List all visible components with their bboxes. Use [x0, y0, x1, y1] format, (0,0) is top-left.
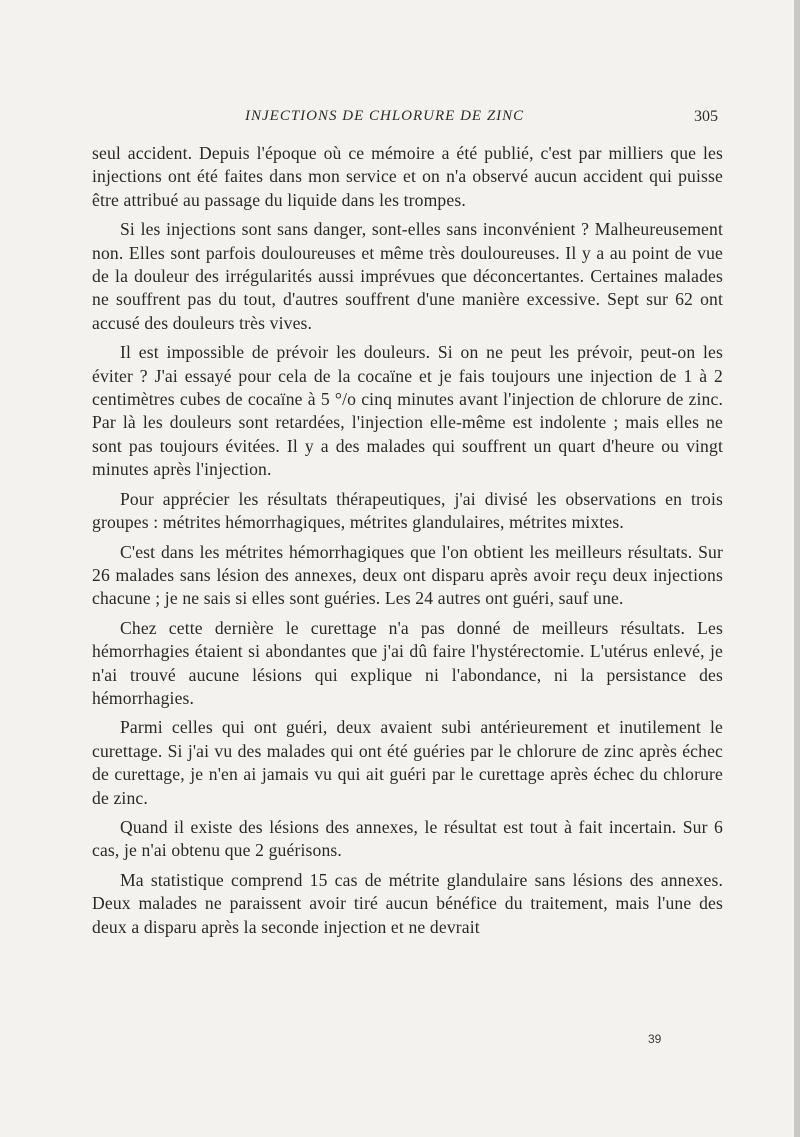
paragraph: C'est dans les métrites hémorrhagiques que l'on obtient les meilleurs résultats. Sur 26 malades sans lésion des annexes, deux ont disparu après avoir reçu deux injections chacune ; je ne sais si elles sont guéries. Les 24 autres ont guéri, sauf une.	[92, 541, 723, 609]
page-number: 305	[694, 108, 718, 125]
paragraph: Quand il existe des lésions des annexes, le résultat est tout à fait incertain. Sur 6 cas, je n'ai obtenu que 2 guérisons.	[92, 816, 723, 861]
body-text	[92, 142, 723, 945]
paragraph: Chez cette dernière le curettage n'a pas donné de meilleurs résultats. Les hémorrhagies étaient si abondantes que j'ai dû faire l'hystérectomie. L'utérus enlevé, je n'ai trouvé aucune lésions qui explique ni l'abondance, ni la persistance des hémorrhagies.	[92, 617, 723, 708]
paragraph: Si les injections sont sans danger, sont-elles sans inconvénient ? Malheureusement non. Elles sont parfois douloureuses et même très douloureuses. Il y a au point de vue de la douleur des irrégularités aussi imprévues que déconcertantes. Certaines malades ne souffrent pas du tout, d'autres souffrent d'une manière excessive. Sept sur 62 ont accusé des douleurs très vives.	[92, 219, 723, 333]
paragraph: Parmi celles qui ont guéri, deux avaient subi antérieurement et inutilement le curettage. Si j'ai vu des malades qui ont été guéries par le chlorure de zinc après échec de curettage, je n'en ai jamais vu qui ait guéri par le curettage après échec du chlorure de zinc.	[92, 717, 723, 808]
running-title: INJECTIONS DE CHLORURE DE ZINC	[245, 108, 525, 124]
paragraph: seul accident. Depuis l'époque où ce mémoire a été publié, c'est par milliers que les injections ont été faites dans mon service et on n'a observé aucun accident qui puisse être attribué au passage du liquide dans les trompes.	[92, 143, 723, 210]
paragraph: Il est impossible de prévoir les douleurs. Si on ne peut les prévoir, peut-on les éviter ? J'ai essayé pour cela de la cocaïne et je fais toujours une injection de 1 à 2 centimètres cubes de cocaïne à 5 °/o cinq minutes avant l'injection de chlorure de zinc. Par là les douleurs sont retardées, l'injection elle-même est indolente ; mais elles ne sont pas toujours évitées. Il y a des malades qui souffrent un quart d'heure ou vingt minutes après l'injection.	[92, 342, 723, 480]
paragraph: Pour apprécier les résultats thérapeutiques, j'ai divisé les observations en trois groupes : métrites hémorrhagiques, métrites glandulaires, métrites mixtes.	[92, 488, 723, 533]
signature-mark: 39	[648, 1032, 662, 1046]
page-edge-shadow	[794, 0, 800, 1137]
paragraph: Ma statistique comprend 15 cas de métrite glandulaire sans lésions des annexes. Deux malades ne paraissent avoir tiré aucun bénéfice du traitement, mais l'une des deux a disparu après la seconde injection et ne devrait	[92, 869, 723, 937]
